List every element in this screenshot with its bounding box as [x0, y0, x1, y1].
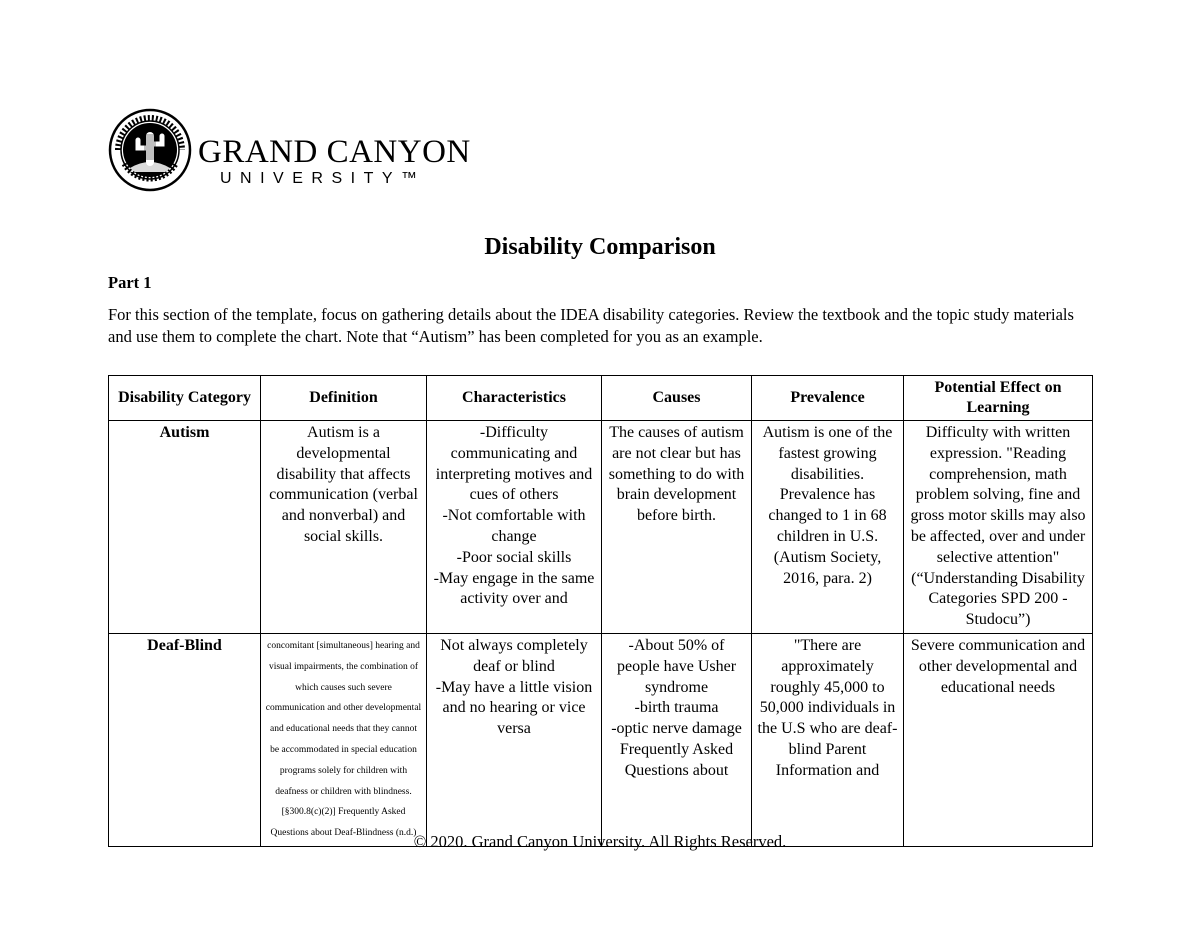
copyright-footer: © 2020. Grand Canyon University. All Rights Reserved.: [413, 832, 787, 851]
logo-wordmark: GRAND CANYON: [198, 134, 471, 170]
characteristics-cell: [427, 633, 602, 846]
definition-cell: Autism is a developmental disability that affects communication (verbal and nonverbal) and social skills.: [261, 421, 427, 634]
characteristic-item: -May have a little vision and no hearing or vice versa: [435, 678, 593, 738]
cause-item: -About 50% of people have Usher syndrome: [616, 636, 737, 696]
effect-cell: Severe communication and other developmental and educational needs: [904, 633, 1093, 846]
causes-cell: [602, 633, 752, 846]
column-header: Definition: [261, 376, 427, 421]
intro-paragraph: For this section of the template, focus on gathering details about the IDEA disability categories. Review the textbook and the topic study materials and use them to complete the chart. Note that “Autism” has been completed for you as an example.: [108, 305, 1074, 346]
table-row: [109, 421, 1093, 634]
definition-cell: concomitant [simultaneous] hearing and visual impairments, the combination of which causes such severe communication and other developmental and educational needs that they cannot be accommodated in special education programs solely for children with deafness or children with blindness. [§300.8(c)(2)] Frequently Asked Questions about Deaf-Blindness (n.d.): [261, 633, 427, 846]
cause-item: -birth trauma: [634, 699, 719, 717]
column-header: Prevalence: [752, 376, 904, 421]
cause-item: -optic nerve damage: [611, 720, 742, 738]
column-header: Causes: [602, 376, 752, 421]
characteristic-item: -May engage in the same activity over and: [433, 569, 595, 608]
characteristic-item: -Not comfortable with change: [442, 507, 586, 545]
prevalence-cell-content: "There are approximately roughly 45,000 to 50,000 individuals in the U.S who are deaf-blind Parent Information and: [757, 636, 898, 779]
document-title: Disability Comparison: [484, 234, 716, 260]
characteristic-item: -Difficulty communicating and interpreting motives and cues of others: [435, 424, 593, 504]
category-cell: Autism: [109, 421, 261, 634]
prevalence-cell: Autism is one of the fastest growing disabilities. Prevalence has changed to 1 in 68 children in U.S. (Autism Society, 2016, para. 2): [752, 421, 904, 634]
university-seal-icon: [108, 108, 192, 192]
part-heading: Part 1: [108, 273, 152, 292]
causes-cell: The causes of autism are not clear but has something to do with brain development before birth.: [602, 421, 752, 634]
characteristic-item: Not always completely deaf or blind: [440, 636, 588, 675]
disability-comparison-table: [108, 375, 1093, 847]
prevalence-cell: [752, 633, 904, 846]
column-header: Potential Effect on Learning: [904, 376, 1093, 421]
characteristic-item: -Poor social skills: [456, 548, 572, 566]
table-header-row: [109, 376, 1093, 421]
university-logo: [108, 108, 478, 194]
effect-cell: Difficulty with written expression. "Reading comprehension, math problem solving, fine and gross motor skills may also be affected, over and under selective attention" (“Understanding Disability Categories SPD 200 - Studocu”): [904, 421, 1093, 634]
table-row: [109, 633, 1093, 846]
column-header: Characteristics: [427, 376, 602, 421]
category-cell: Deaf-Blind: [109, 633, 261, 846]
causes-cell-content: [606, 636, 747, 782]
characteristics-cell: [427, 421, 602, 634]
column-header: Disability Category: [109, 376, 261, 421]
logo-subtitle: UNIVERSITY™: [220, 170, 426, 187]
cause-item: Frequently Asked Questions about: [619, 740, 734, 779]
